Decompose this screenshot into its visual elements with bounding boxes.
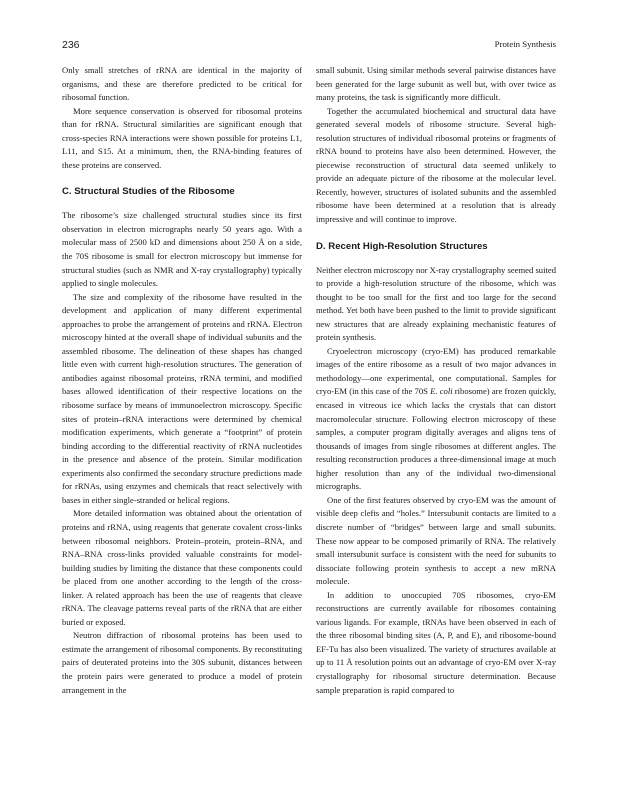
page-header — [62, 39, 556, 53]
text-run: ribosome) are frozen quickly, encased in vitreous ice which lacks the crystals that can distort macromolecular structure. Following electron microscopy of these samples, a computer program digitally averages and aligns tens of thousands of images from single ribosomes at different angles. The resulting reconstruction produces a three-dimensional image at much higher resolution than any of the individual two-dimensional micrographs. — [316, 386, 556, 492]
paragraph: More detailed information was obtained about the orientation of proteins and rRNA, using reagents that generate covalent cross-links between ribosomal neighbors. Protein–protein, protein–RNA, and RNA–RNA cross-links provided valuable constraints for model-building studies by limiting the distance that these components could be placed from one another according to the length of the cross-linker. A related approach has been the use of reagents that cleave rRNA. The cleavage patterns reveal parts of the rRNA that are either buried or exposed. — [62, 508, 302, 627]
paragraph: Neither electron microscopy nor X-ray crystallography seemed suited to provide a high-resolution structure of the ribosome, which was thought to be too small for the first and too large for the second method. Yet both have been pushed to the limit to provide significant new structures that are already explaining mechanistic features of protein synthesis. — [316, 264, 556, 343]
paragraph: Only small stretches of rRNA are identical in the majority of organisms, and these are therefore predicted to be critical for ribosomal function. — [62, 65, 302, 103]
running-title: Protein Synthesis — [494, 39, 556, 49]
species-name: E. coli — [430, 386, 453, 397]
left-column — [62, 64, 302, 764]
paragraph: In addition to unoccupied 70S ribosomes, cryo-EM reconstructions are currently available for ribosomes containing various ligands. For example, tRNAs have been observed in each of the three ribosomal binding sites (A, P, and E), and ribosome-bound EF-Tu has also been visualized. The variety of structures available at up to 11 Å resolution points out an advantage of cryo-EM over X-ray crystallography for ribosomal structure determination. Because sample preparation is rapid compared to — [316, 589, 556, 695]
paragraph: The size and complexity of the ribosome have resulted in the development and application of many different experimental approaches to probe the arrangement of proteins and rRNA. Electron microscopy hinted at the overall shape of individual subunits and the assembled ribosome. The delineation of these shapes has changed little even with current high-resolution structures. The generation of antibodies against ribosomal proteins, rRNA termini, and modified bases allowed identification of their respective locations on the ribosome surface by means of immunoelectron microscopy. Specific sites of protein–rRNA interactions were determined by chemical modification experiments, which generate a “footprint” of protein binding according to the differential reactivity of rRNA nucleotides in the presence and absence of the protein. Similar modification experiments also confirmed the secondary structure predictions made for rRNAs, using enzymes and chemicals that react selectively with bases in either single-stranded or helical regions. — [62, 291, 302, 505]
paragraph: One of the first features observed by cryo-EM was the amount of visible deep clefts and “holes.” Intersubunit contacts are limited to a discrete number of “bridges” between large and small subunits. These now appear to be composed primarily of RNA. The relatively small intersubunit surface is consistent with the need for subunits to dissociate following protein synthesis to accept a new mRNA molecule. — [316, 494, 556, 587]
right-column — [316, 64, 556, 764]
page-number: 236 — [62, 39, 80, 51]
section-heading-d: D. Recent High-Resolution Structures — [316, 240, 488, 252]
paragraph: Together the accumulated biochemical and structural data have generated several models of ribosome structure. Several high-resolution structures of individual ribosomal proteins or fragments of rRNA bound to proteins have also been determined. However, the piecewise reconstruction of structural data seemed unlikely to provide an adequate picture of the ribosome at the molecular level. Recently, however, structures of isolated subunits and the assembled ribosome have been determined at a resolution that is already impressive and will continue to improve. — [316, 105, 556, 225]
paragraph: The ribosome’s size challenged structural studies since its first observation in electron micrographs nearly 50 years ago. With a molecular mass of 2500 kD and dimensions about 250 Å on a side, the 70S ribosome is small for electron microscopy but immense for structural studies (such as NMR and X-ray crystallography) typically applied to single molecules. — [62, 210, 302, 289]
paragraph: Neutron diffraction of ribosomal proteins has been used to estimate the arrangement of ribosomal components. By reconstituting pairs of deuterated proteins into the 30S subunit, distances between the protein pairs were generated to produce a model of protein arrangement in the — [62, 630, 302, 695]
text-run: Cryoelectron microscopy (cryo-EM) has produced remarkable images of the entire ribosome as a result of two major advances in methodology—one experimental, one computational. Samples for cryo-EM (in this case of the 70S — [316, 345, 556, 397]
paragraph-cryo-em — [316, 345, 556, 494]
paragraph: More sequence conservation is observed for ribosomal proteins than for rRNA. Structural similarities are significant enough that cross-species RNA interactions were shown possible for proteins L1, L11, and S15. At a minimum, then, the RNA-binding features of these proteins are conserved. — [62, 105, 302, 170]
section-heading-c: C. Structural Studies of the Ribosome — [62, 186, 235, 198]
paragraph: small subunit. Using similar methods several pairwise distances have been generated for the large subunit as well but, with over twice as many proteins, the task is significantly more difficult. — [316, 65, 556, 103]
